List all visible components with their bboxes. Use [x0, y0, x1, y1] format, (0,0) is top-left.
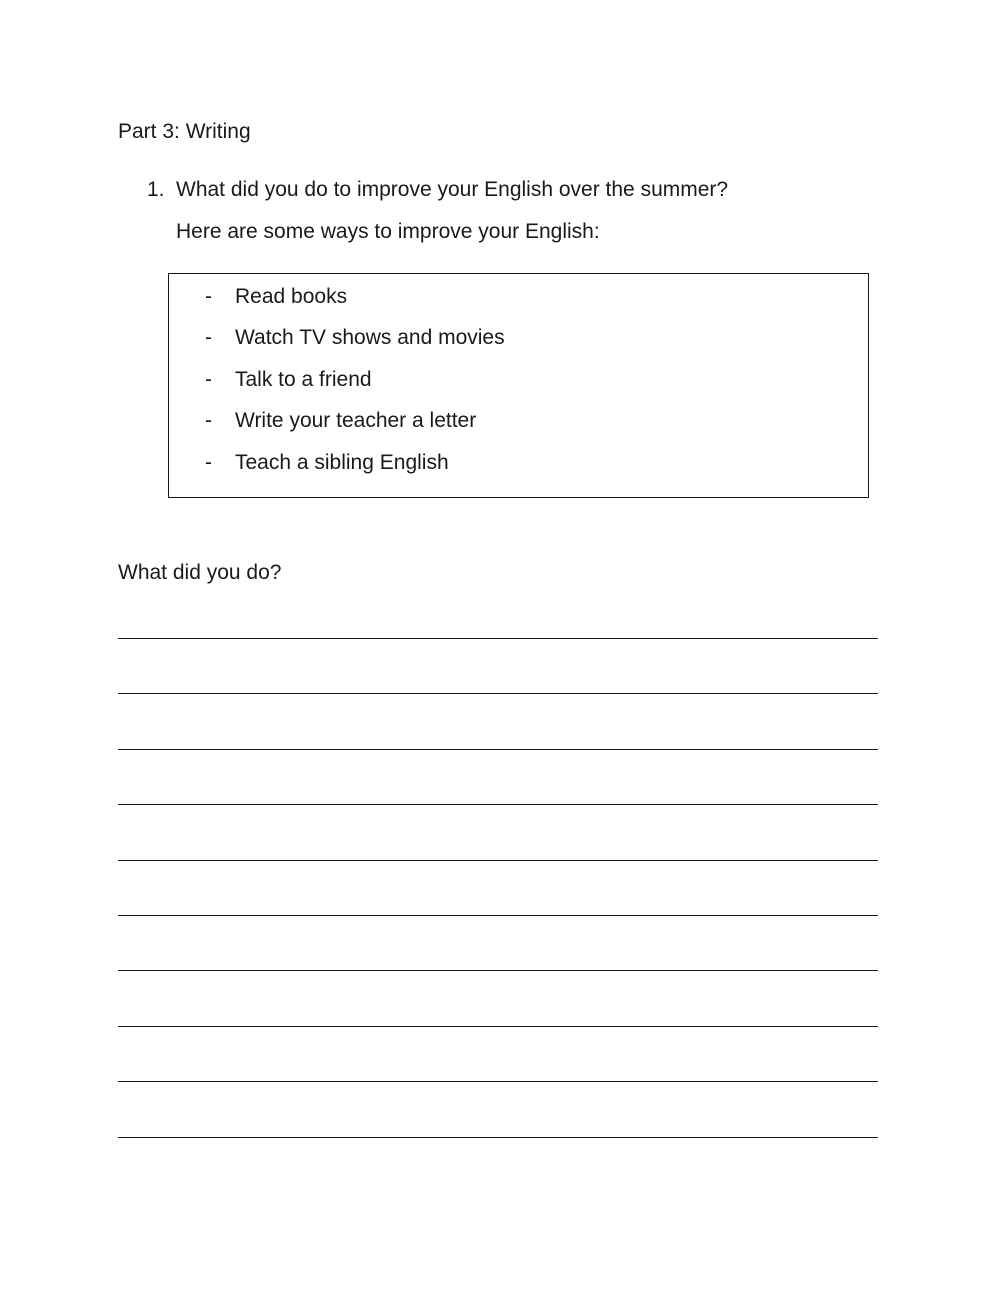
- list-item-text: Read books: [235, 284, 348, 308]
- intro-text: Here are some ways to improve your English:: [176, 220, 600, 243]
- list-item: [205, 318, 505, 360]
- answer-line: [118, 1081, 878, 1082]
- answer-line: [118, 804, 878, 805]
- answer-line: [118, 749, 878, 750]
- list-item-text: Talk to a friend: [235, 367, 372, 391]
- bullet-dash: -: [205, 409, 212, 433]
- bullet-dash: -: [205, 326, 212, 350]
- list-item: [205, 276, 505, 318]
- list-item: [205, 359, 505, 401]
- bullet-dash: -: [205, 284, 212, 308]
- answer-line: [118, 1026, 878, 1027]
- answer-prompt: What did you do?: [118, 561, 282, 584]
- answer-line: [118, 970, 878, 971]
- list-item-text: Write your teacher a letter: [235, 409, 477, 433]
- question-1: [147, 176, 728, 204]
- question-number: 1.: [147, 178, 165, 201]
- bullet-dash: -: [205, 367, 212, 391]
- answer-line: [118, 915, 878, 916]
- list-item: [205, 442, 505, 484]
- bullet-dash: -: [205, 450, 212, 474]
- question-text: What did you do to improve your English over the summer?: [176, 178, 729, 201]
- answer-line: [118, 638, 878, 639]
- answer-line: [118, 860, 878, 861]
- ways-list: [205, 276, 505, 484]
- ways-box: [168, 273, 869, 498]
- part-heading: Part 3: Writing: [118, 120, 251, 143]
- answer-line: [118, 1137, 878, 1138]
- list-item-text: Watch TV shows and movies: [235, 326, 505, 350]
- answer-line: [118, 693, 878, 694]
- list-item-text: Teach a sibling English: [235, 450, 449, 474]
- list-item: [205, 401, 505, 443]
